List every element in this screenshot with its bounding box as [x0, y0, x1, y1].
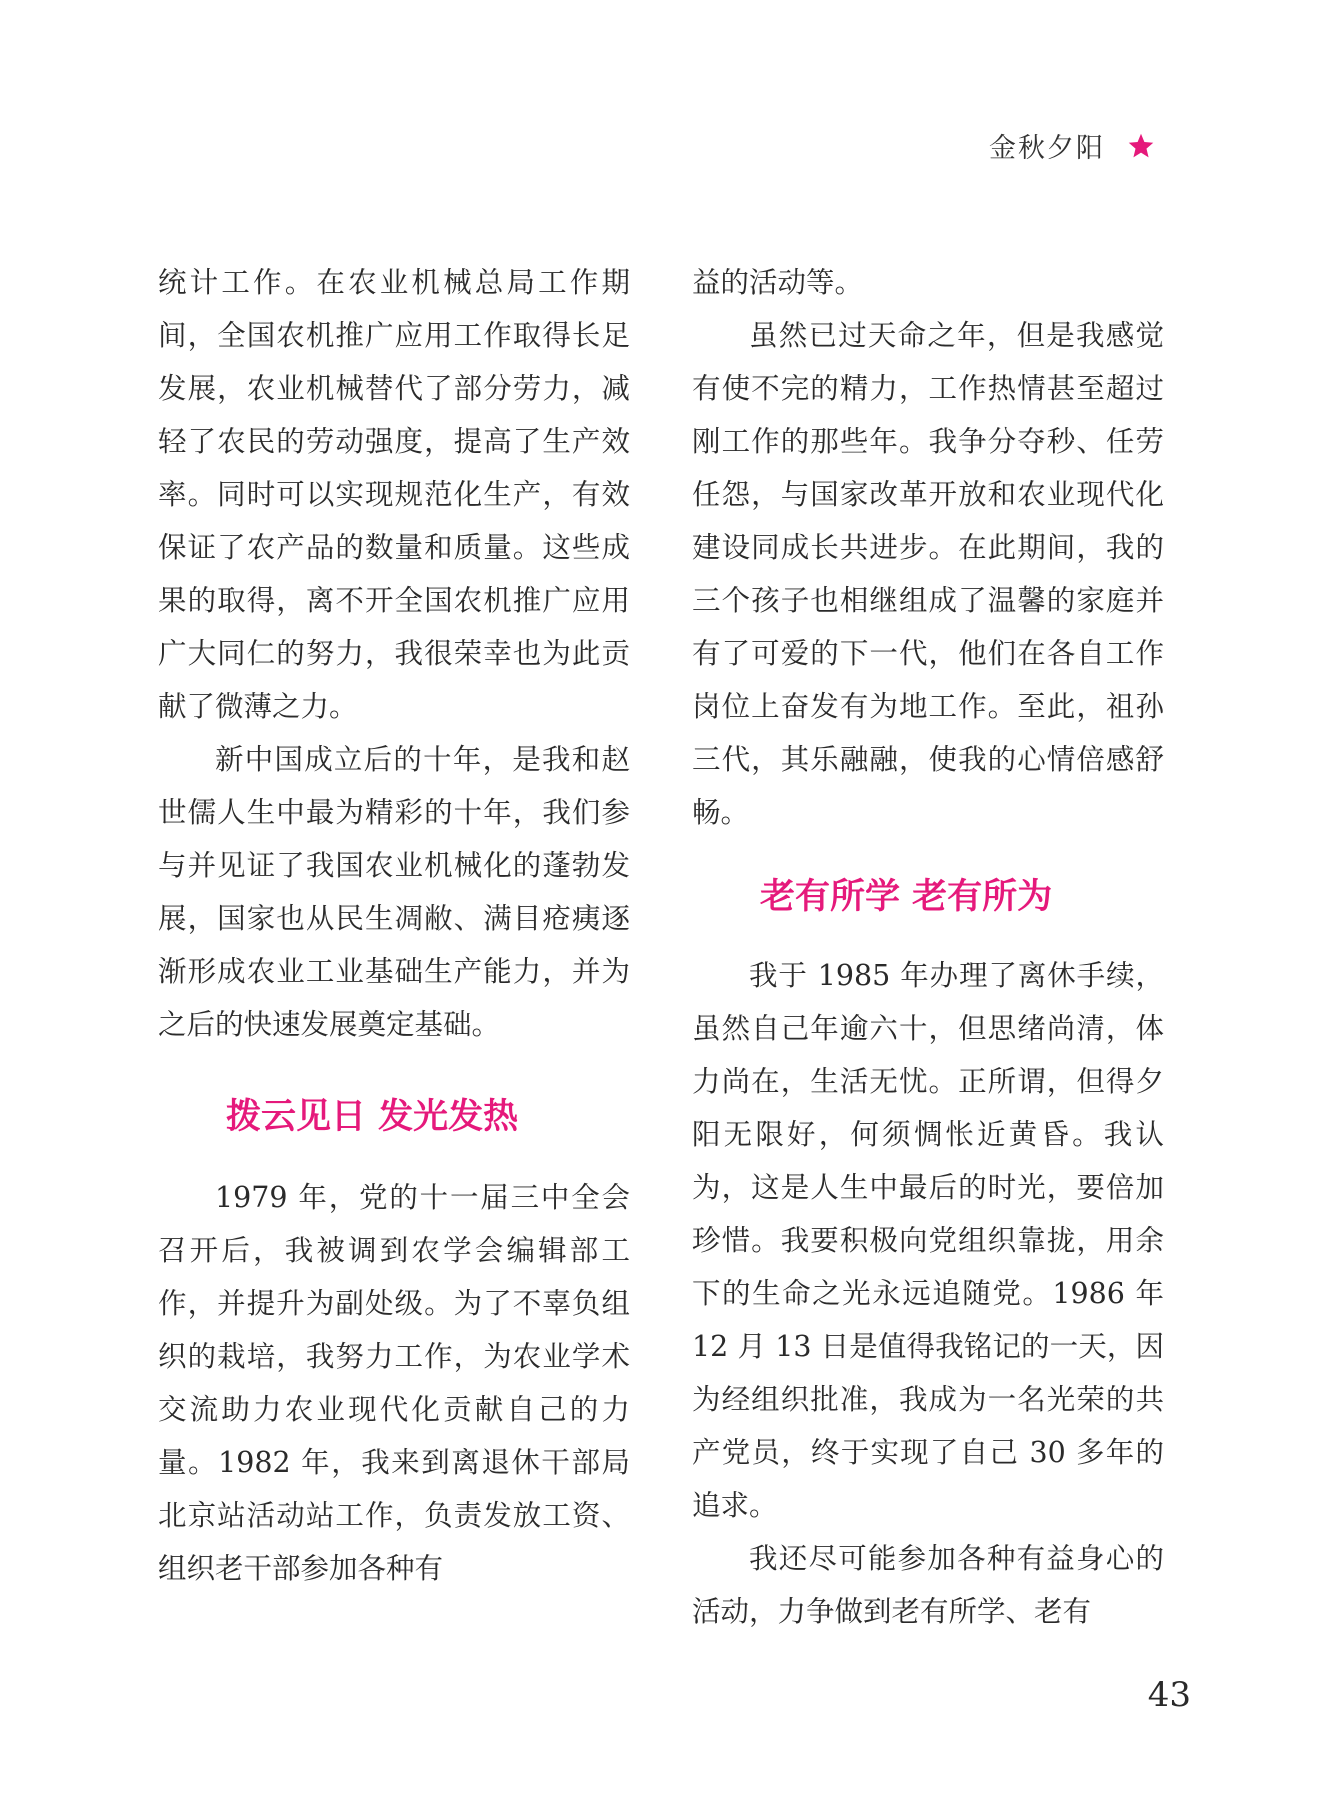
paragraph: 新中国成立后的十年，是我和赵世儒人生中最为精彩的十年，我们参与并见证了我国农业机械化的蓬勃发展，国家也从民生凋敝、满目疮痍逐渐形成农业工业基础生产能力，并为之后的快速发展奠定基础。 [158, 743, 630, 1041]
page-number: 43 [1147, 1675, 1191, 1715]
paragraph: 虽然已过天命之年，但是我感觉有使不完的精力，工作热情甚至超过刚工作的那些年。我争分夺秒、任劳任怨，与国家改革开放和农业现代化建设同成长共进步。在此期间，我的三个孩子也相继组成了温馨的家庭并有了可爱的下一代，他们在各自工作岗位上奋发有为地工作。至此，祖孙三代，其乐融融，使我的心情倍感舒畅。 [692, 319, 1164, 829]
paragraph: 1979 年，党的十一届三中全会召开后，我被调到农学会编辑部工作，并提升为副处级。为了不辜负组织的栽培，我努力工作，为农业学术交流助力农业现代化贡献自己的力量。1982 年，我来到离退休干部局北京站活动站工作，负责发放工资、组织老干部参加各种有 [158, 1181, 630, 1585]
section-heading: 老有所学 老有所为 [760, 877, 1053, 917]
star-icon [1127, 132, 1155, 160]
section-heading: 拨云见日 发光发热 [226, 1097, 519, 1137]
right-column [692, 256, 1164, 1638]
header-title: 金秋夕阳 [989, 133, 1105, 164]
paragraph: 统计工作。在农业机械总局工作期间，全国农机推广应用工作取得长足发展，农业机械替代了部分劳力，减轻了农民的劳动强度，提高了生产效率。同时可以实现规范化生产，有效保证了农产品的数量和质量。这些成果的取得，离不开全国农机推广应用广大同仁的努力，我很荣幸也为此贡献了微薄之力。 [158, 266, 630, 723]
running-header [989, 126, 1155, 165]
paragraph: 我于 1985 年办理了离休手续，虽然自己年逾六十，但思绪尚清，体力尚在，生活无忧。正所谓，但得夕阳无限好，何须惆怅近黄昏。我认为，这是人生中最后的时光，要倍加珍惜。我要积极向党组织靠拢，用余下的生命之光永远追随党。1986 年 12 月 13 日是值得我铭记的一天，因为经组织批准，我成为一名光荣的共产党员，终于实现了自己 30 多年的追求。 [692, 959, 1164, 1522]
left-column [158, 256, 630, 1595]
paragraph: 我还尽可能参加各种有益身心的活动，力争做到老有所学、老有 [692, 1542, 1164, 1628]
paragraph: 益的活动等。 [692, 266, 864, 299]
